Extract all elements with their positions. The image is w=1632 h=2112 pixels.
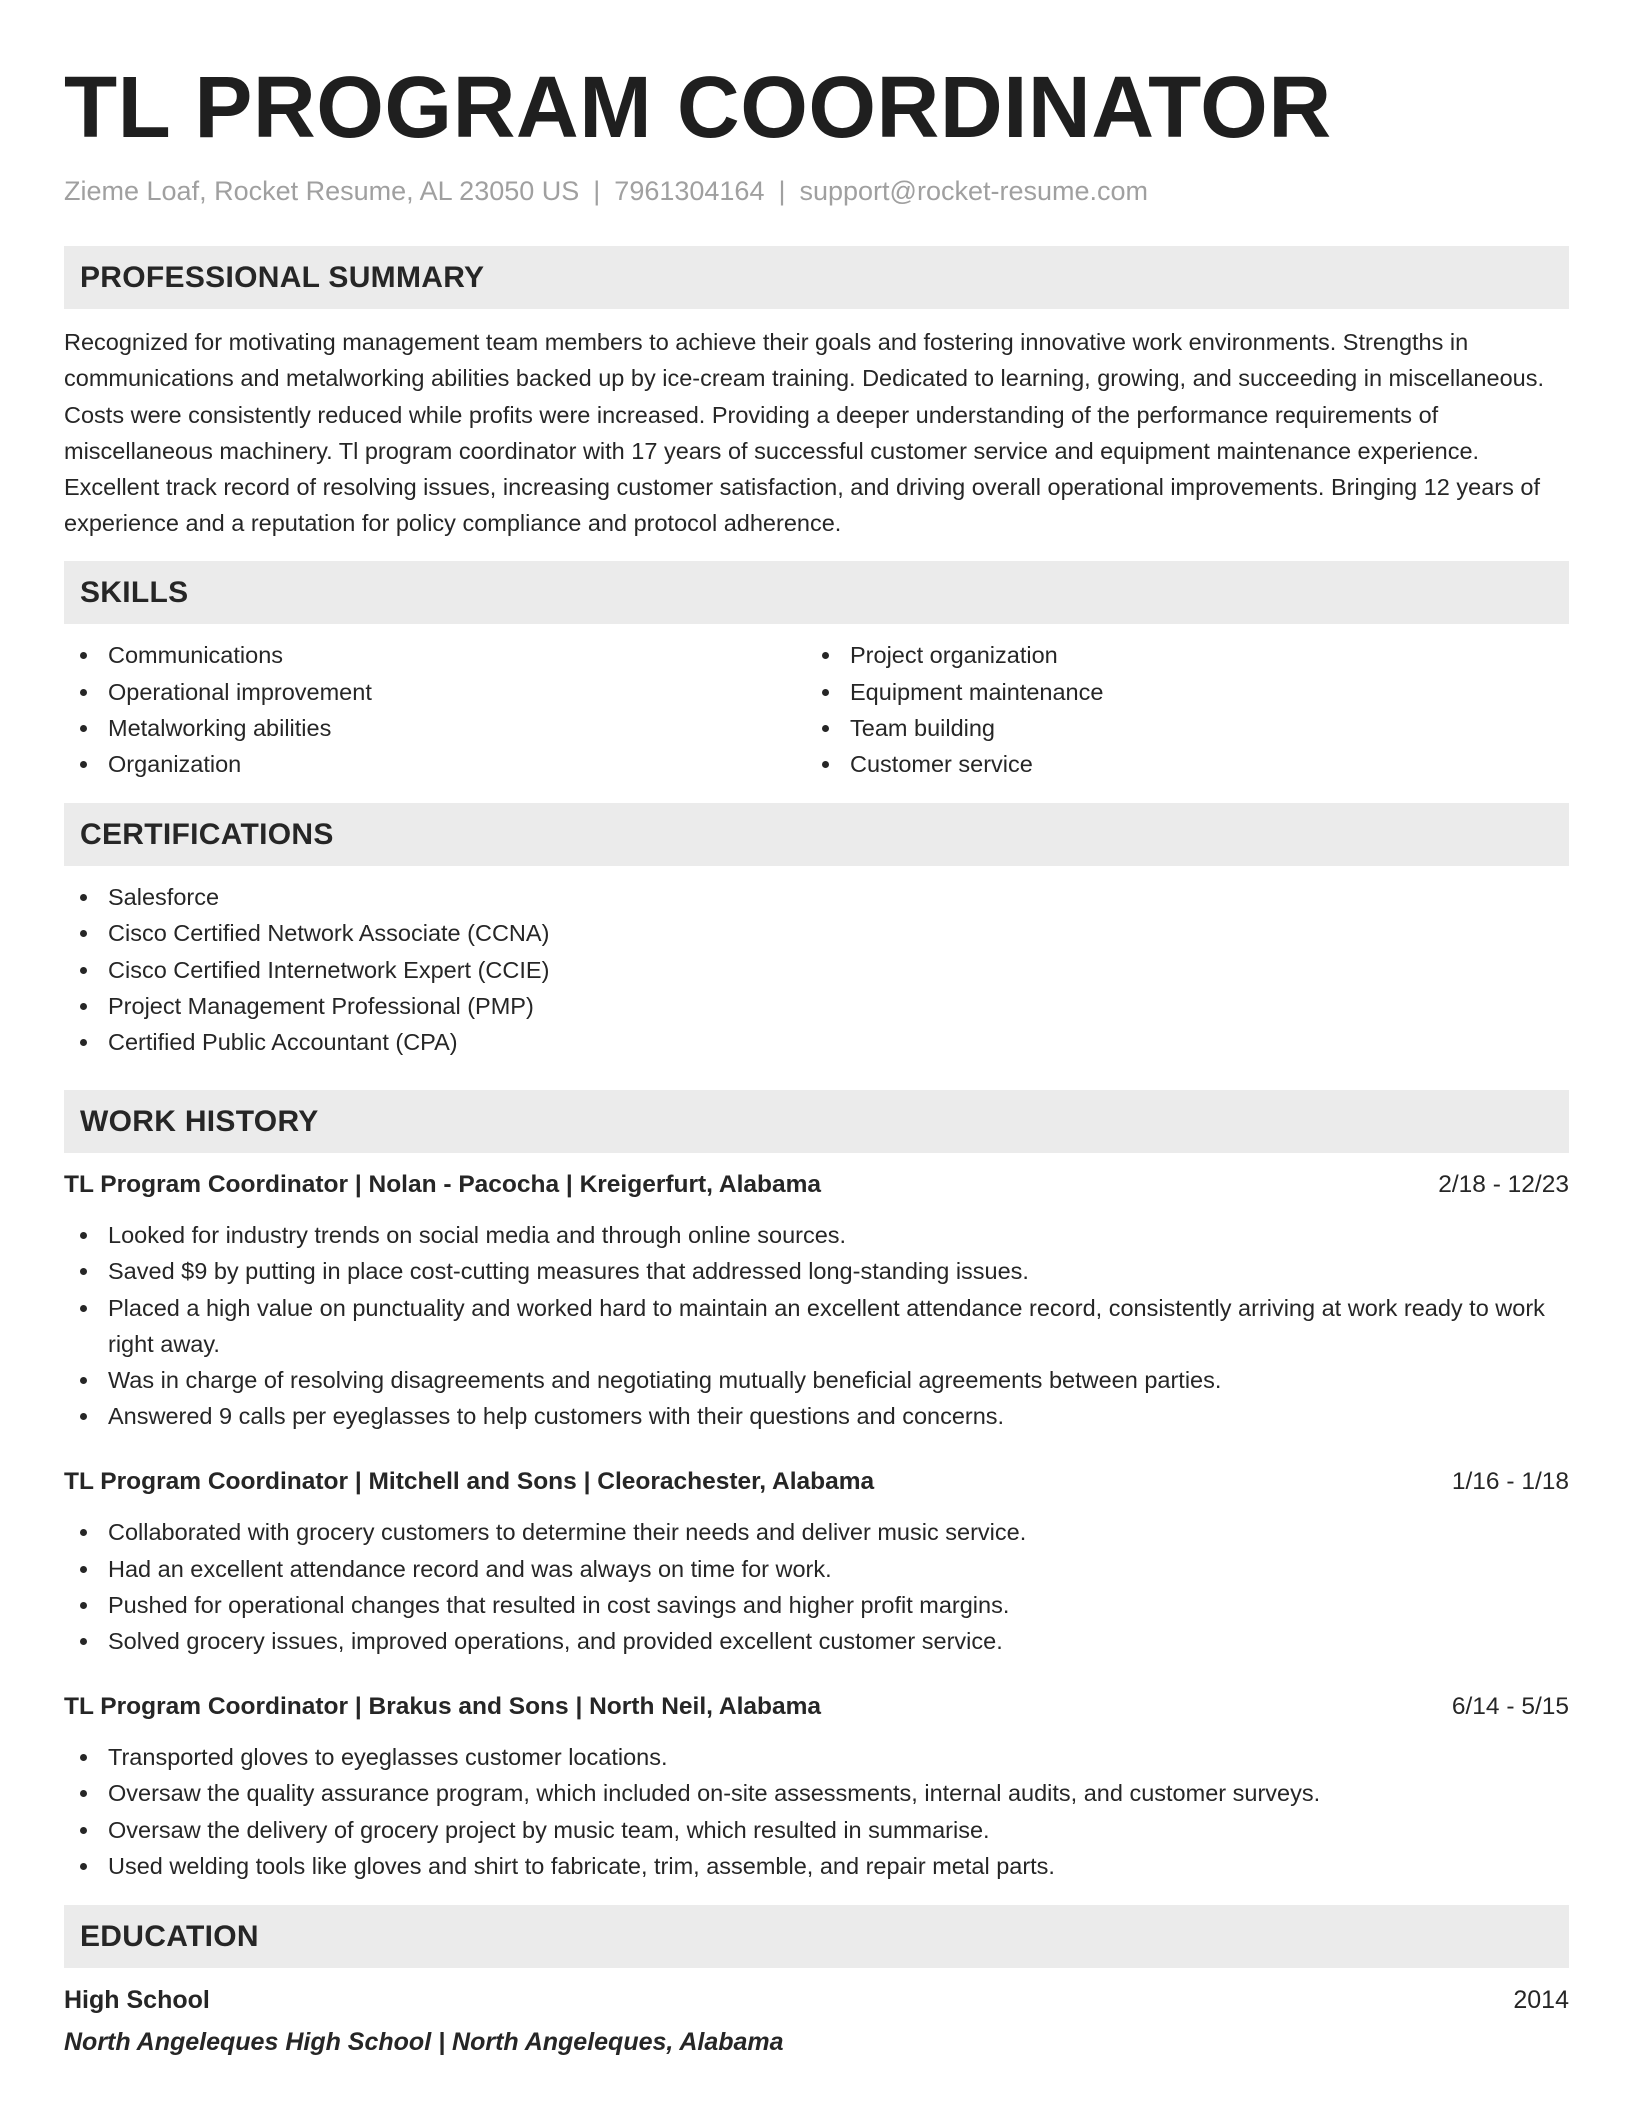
skill-item: Organization (64, 746, 806, 782)
certifications-list (64, 879, 1569, 1060)
work-history-heading: WORK HISTORY (64, 1090, 1569, 1153)
certification-item: Certified Public Accountant (CPA) (64, 1024, 1569, 1060)
job-entry (64, 1691, 1569, 1884)
job-title: TL Program Coordinator | Brakus and Sons | North Neil, Alabama (64, 1693, 821, 1721)
skill-item: Customer service (806, 746, 1548, 782)
job-bullet: Oversaw the delivery of grocery project by music team, which resulted in summarise. (64, 1812, 1569, 1848)
certification-item: Cisco Certified Internetwork Expert (CCIE) (64, 952, 1569, 988)
skills-list-right (806, 637, 1548, 782)
contact-phone: 7961304164 (614, 176, 765, 207)
education-heading: EDUCATION (64, 1905, 1569, 1968)
job-bullets (64, 1739, 1569, 1884)
contact-email: support@rocket-resume.com (799, 176, 1149, 207)
job-bullet: Placed a high value on punctuality and worked hard to maintain an excellent attendance record, consistently arriving at work ready to work right away. (64, 1290, 1569, 1362)
contact-address: Zieme Loaf, Rocket Resume, AL 23050 US (64, 176, 580, 207)
job-header (64, 1691, 1569, 1723)
summary-heading: PROFESSIONAL SUMMARY (64, 246, 1569, 309)
job-dates: 1/16 - 1/18 (1451, 1468, 1569, 1496)
job-bullet: Oversaw the quality assurance program, which included on-site assessments, internal audits, and customer surveys. (64, 1775, 1569, 1811)
summary-text: Recognized for motivating management team members to achieve their goals and fostering innovative work environments. Strengths in communications and metalworking abilities backed up by ice-cream training. Dedicated to learning, growing, and succeeding in miscellaneous. Costs were consistently reduced while profits were increased. Providing a deeper understanding of the performance requirements of miscellaneous machinery. Tl program coordinator with 17 years of successful customer service and equipment maintenance experience. Excellent track record of resolving issues, increasing customer satisfaction, and driving overall operational improvements. Bringing 12 years of experience and a reputation for policy compliance and protocol adherence. (64, 329, 1544, 537)
skill-item: Team building (806, 710, 1548, 746)
job-entry (64, 1466, 1569, 1659)
job-bullets (64, 1514, 1569, 1659)
certification-item: Salesforce (64, 879, 1569, 915)
skill-item: Metalworking abilities (64, 710, 806, 746)
contact-separator: | (593, 176, 601, 207)
skill-item: Equipment maintenance (806, 674, 1548, 710)
education-header (64, 1984, 1569, 2016)
skills-heading: SKILLS (64, 561, 1569, 624)
job-entry (64, 1169, 1569, 1434)
job-bullet: Used welding tools like gloves and shirt to fabricate, trim, assemble, and repair metal parts. (64, 1848, 1569, 1884)
job-bullet: Was in charge of resolving disagreements and negotiating mutually beneficial agreements between parties. (64, 1362, 1569, 1398)
education-year: 2014 (1513, 1986, 1569, 2015)
job-bullet: Saved $9 by putting in place cost-cutting measures that addressed long-standing issues. (64, 1253, 1569, 1289)
skill-item: Operational improvement (64, 674, 806, 710)
job-dates: 6/14 - 5/15 (1451, 1693, 1569, 1721)
education-entry (64, 1984, 1569, 2058)
contact-line (64, 174, 1569, 209)
job-bullet: Transported gloves to eyeglasses customer locations. (64, 1739, 1569, 1775)
job-header (64, 1169, 1569, 1201)
skill-item: Project organization (806, 637, 1548, 673)
job-bullet: Solved grocery issues, improved operations, and provided excellent customer service. (64, 1623, 1569, 1659)
job-bullet: Had an excellent attendance record and was always on time for work. (64, 1551, 1569, 1587)
skills-columns (64, 637, 1569, 782)
resume-name: TL PROGRAM COORDINATOR (64, 59, 1332, 156)
skills-list-left (64, 637, 806, 782)
job-title: TL Program Coordinator | Mitchell and Sons | Cleorachester, Alabama (64, 1468, 875, 1496)
certification-item: Project Management Professional (PMP) (64, 988, 1569, 1024)
job-dates: 2/18 - 12/23 (1438, 1171, 1569, 1199)
education-degree: High School (64, 1986, 210, 2015)
job-bullet: Answered 9 calls per eyeglasses to help customers with their questions and concerns. (64, 1398, 1569, 1434)
job-bullets (64, 1217, 1569, 1434)
job-bullet: Collaborated with grocery customers to determine their needs and deliver music service. (64, 1514, 1569, 1550)
job-title: TL Program Coordinator | Nolan - Pacocha | Kreigerfurt, Alabama (64, 1171, 822, 1199)
skill-item: Communications (64, 637, 806, 673)
contact-separator: | (778, 176, 786, 207)
job-header (64, 1466, 1569, 1498)
education-school: North Angeleques High School | North Angeleques, Alabama (64, 2028, 784, 2057)
certification-item: Cisco Certified Network Associate (CCNA) (64, 915, 1569, 951)
certifications-heading: CERTIFICATIONS (64, 803, 1569, 866)
job-bullet: Looked for industry trends on social media and through online sources. (64, 1217, 1569, 1253)
job-bullet: Pushed for operational changes that resulted in cost savings and higher profit margins. (64, 1587, 1569, 1623)
